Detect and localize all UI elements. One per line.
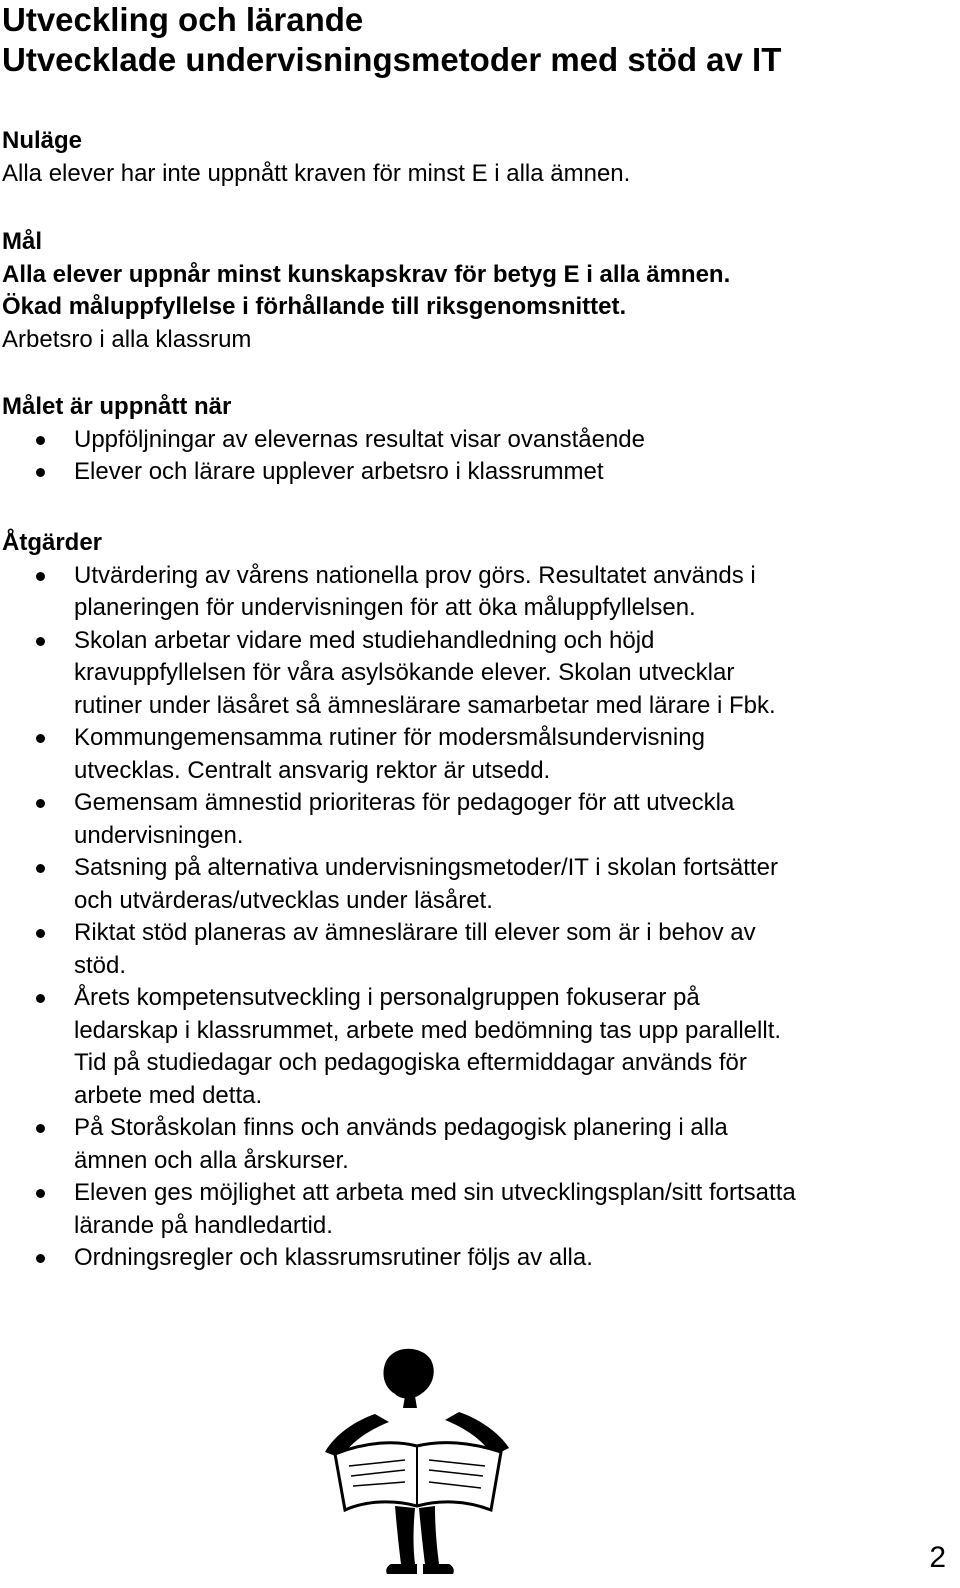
list-item: Gemensam ämnestid prioriteras för pedagoger för att utveckla undervisningen.: [2, 787, 942, 852]
section-malet-uppnatt: [2, 391, 942, 489]
malet-uppnatt-list: [2, 424, 942, 489]
section-nulage: [2, 125, 942, 190]
list-item: Årets kompetensutveckling i personalgruppen fokuserar på ledarskap i klassrummet, arbete med bedömning tas upp parallellt. Tid på studiedagar och pedagogiska eftermiddagar används för arbete med detta.: [2, 982, 942, 1112]
person-reading-newspaper-icon: [305, 1342, 530, 1580]
nulage-label: Nuläge: [2, 127, 83, 154]
page-subtitle: Utvecklade undervisningsmetoder med stöd av IT: [2, 41, 782, 78]
atgarder-label: Åtgärder: [2, 529, 103, 556]
mal-line: Arbetsro i alla klassrum: [2, 325, 252, 353]
mal-line: Alla elever uppnår minst kunskapskrav för betyg E i alla ämnen.: [2, 260, 731, 288]
list-item: Satsning på alternativa undervisningsmetoder/IT i skolan fortsätter och utvärderas/utvecklas under läsåret.: [2, 852, 942, 917]
list-item: Elever och lärare upplever arbetsro i klassrummet: [2, 456, 942, 489]
list-item: Uppföljningar av elevernas resultat visar ovanstående: [2, 424, 942, 457]
list-item: Riktat stöd planeras av ämneslärare till elever som är i behov av stöd.: [2, 917, 942, 982]
atgarder-list: [2, 560, 942, 1275]
list-item: Eleven ges möjlighet att arbeta med sin utvecklingsplan/sitt fortsatta lärande på handledartid.: [2, 1177, 942, 1242]
page-number: 2: [929, 1541, 946, 1574]
mal-label: Mål: [2, 228, 43, 255]
mal-line: Ökad måluppfyllelse i förhållande till riksgenomsnittet.: [2, 293, 627, 320]
section-mal: [2, 226, 942, 356]
nulage-text: Alla elever har inte uppnått kraven för minst E i alla ämnen.: [2, 159, 631, 187]
list-item: På Storåskolan finns och används pedagogisk planering i alla ämnen och alla årskurser.: [2, 1112, 942, 1177]
section-atgarder: [2, 527, 942, 1275]
list-item: Skolan arbetar vidare med studiehandledning och höjd kravuppfyllelsen för våra asylsökande elever. Skolan utvecklar rutiner under läsåret så ämneslärare samarbetar med lärare i Fbk.: [2, 625, 942, 723]
list-item: Ordningsregler och klassrumsrutiner följs av alla.: [2, 1242, 942, 1275]
list-item: Utvärdering av vårens nationella prov görs. Resultatet används i planeringen för undervisningen för att öka måluppfyllelsen.: [2, 560, 942, 625]
malet-uppnatt-label: Målet är uppnått när: [2, 393, 232, 420]
list-item: Kommungemensamma rutiner för modersmålsundervisning utvecklas. Centralt ansvarig rektor är utsedd.: [2, 722, 942, 787]
page-title: Utveckling och lärande: [2, 1, 364, 38]
